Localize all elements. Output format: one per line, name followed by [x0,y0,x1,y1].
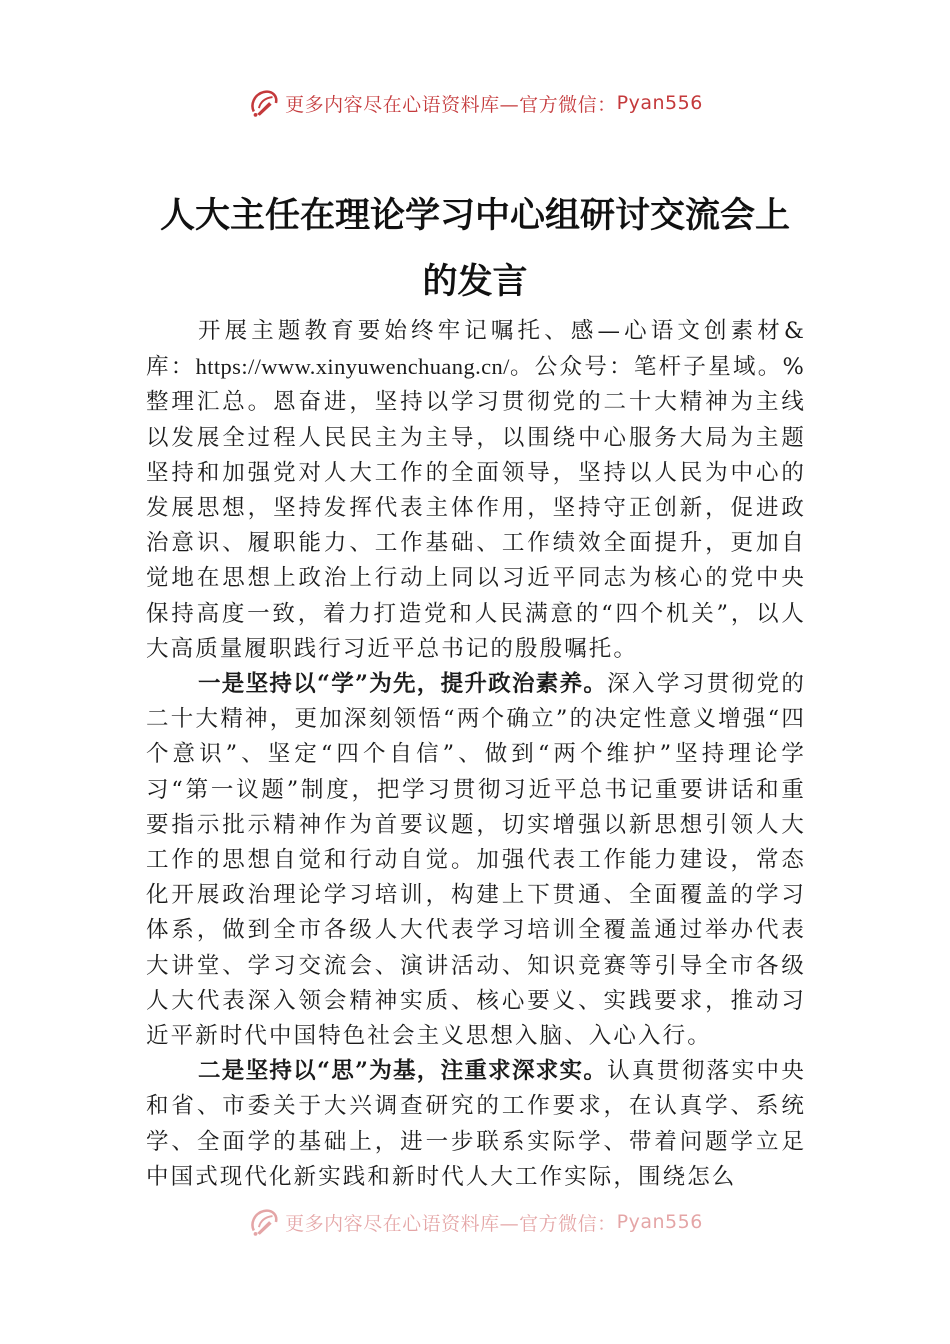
watermark-wechat-id: Pyan556 [616,1211,703,1233]
section-2-heading: 二是坚持以“思”为基，注重求深求实。 [198,1058,608,1085]
section-2-body: 认真贯彻落实中央和省、市委关于大兴调查研究的工作要求，在认真学、系统学、全面学的基础上，进一步联系实际学、带着问题学立足中国式现代化新实践和新时代人大工作实际，围绕怎么 [146,1058,806,1190]
section-1-heading: 一是坚持以“学”为先，提升政治素养。 [198,671,608,698]
intro-text-2: 。公众号：笔杆子星域。%整理汇总。恩奋进，坚持以学习贯彻党的二十大精神为主线以发展全过程人民民主为主导，以围绕中心服务大局为主题坚持和加强党对人大工作的全面领导，坚持以人民为中心的发展思想，坚持发挥代表主体作用，坚持守正创新，促进政治意识、履职能力、工作基础、工作绩效全面提升，更加自觉地在思想上政治上行动上同以习近平同志为核心的党中央保持高度一致，着力打造党和人民满意的“四个机关”，以人大高质量履职践行习近平总书记的殷殷嘱托。 [146,354,806,662]
intro-paragraph [146,314,806,667]
title-line-2: 的发言 [422,261,528,302]
ink-pen-logo-icon [247,1205,281,1239]
intro-text-1: 开展主题教育要始终牢记嘱托、感—心语文创素材&库： [146,318,806,381]
document-title [120,183,830,315]
source-url: https://www.xinyuwenchuang.cn/ [195,354,510,380]
section-1-paragraph [146,667,806,1054]
watermark-wechat-id: Pyan556 [616,92,703,114]
title-line-1: 人大主任在理论学习中心组研讨交流会上 [159,195,790,236]
watermark-footer [0,1205,950,1239]
watermark-text: 更多内容尽在心语资料库—官方微信： [285,1212,617,1235]
section-1-body: 深入学习贯彻党的二十大精神，更加深刻领悟“两个确立”的决定性意义增强“四个意识”、坚定“四个自信”、做到“两个维护”坚持理论学习“第一议题”制度，把学习贯彻习近平总书记重要讲话和重要指示批示精神作为首要议题，切实增强以新思想引领人大工作的思想自觉和行动自觉。加强代表工作能力建设，常态化开展政治理论学习培训，构建上下贯通、全面覆盖的学习体系，做到全市各级人大代表学习培训全覆盖通过举办代表大讲堂、学习交流会、演讲活动、知识竞赛等引导全市各级人大代表深入领会精神实质、核心要义、实践要求，推动习近平新时代中国特色社会主义思想入脑、入心入行。 [146,671,806,1050]
watermark-text: 更多内容尽在心语资料库—官方微信： [285,93,617,116]
section-2-paragraph [146,1054,806,1195]
watermark-header [0,86,950,120]
ink-pen-logo-icon [247,86,281,120]
document-body [146,314,806,1195]
